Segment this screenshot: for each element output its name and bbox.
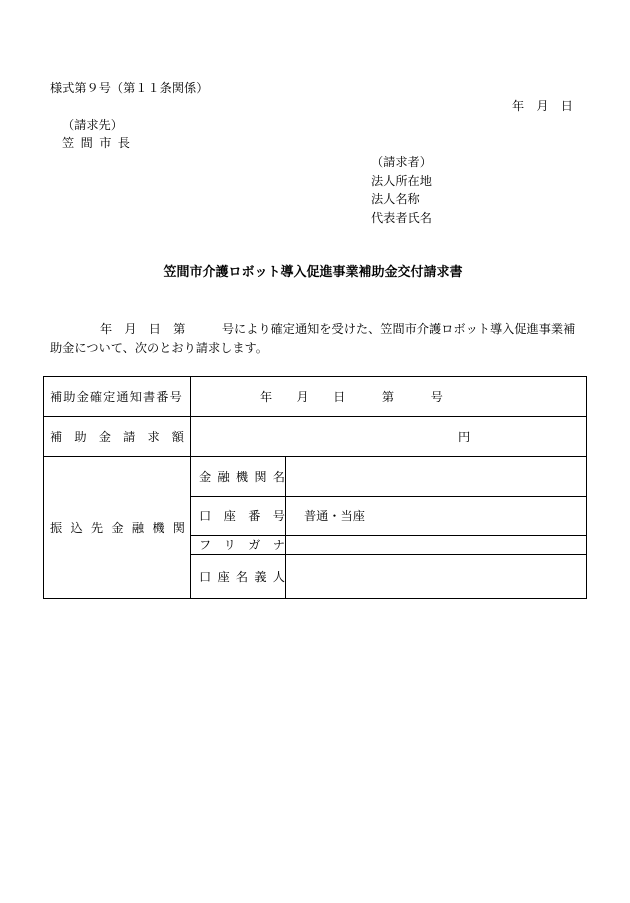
notice-number-value: 年 月 日 第 号 xyxy=(260,389,443,404)
account-type-text: 普通・当座 xyxy=(304,509,365,523)
addressee-name-text: 笠 間 市 長 xyxy=(62,136,130,150)
claimant-representative-label: 代表者氏名 xyxy=(371,211,432,225)
claimant-label: （請求者） xyxy=(371,155,432,169)
furigana-label-cell xyxy=(190,535,286,555)
bank-name-value-cell xyxy=(285,456,587,497)
bank-name-label: 金 融 機 関 名 xyxy=(199,469,285,484)
request-date: 年 月 日 xyxy=(512,99,573,113)
body-text-line-1: 年 月 日 第 号により確定通知を受けた、笠間市介護ロボット導入促進事業補 xyxy=(100,322,576,336)
bank-label: 振 込 先 金 融 機 関 xyxy=(50,520,185,535)
claim-amount-value-cell xyxy=(190,416,587,457)
account-number-label: 口 座 番 号 xyxy=(199,509,285,523)
account-holder-label: 口 座 名 義 人 xyxy=(199,569,285,584)
notice-number-label-cell xyxy=(43,376,191,417)
addressee-name xyxy=(62,135,130,151)
claim-amount-label-cell xyxy=(43,416,191,457)
notice-number-value-cell xyxy=(190,376,587,417)
claimant-corporate-name-label: 法人名称 xyxy=(371,192,420,206)
account-number-label-cell xyxy=(190,496,286,536)
addressee-label: （請求先） xyxy=(62,118,123,132)
claim-table xyxy=(43,376,587,599)
document-title: 笠間市介護ロボット導入促進事業補助金交付請求書 xyxy=(163,265,463,280)
claim-amount-unit: 円 xyxy=(458,429,471,444)
claimant-address-label: 法人所在地 xyxy=(371,174,432,188)
furigana-value-cell xyxy=(285,535,587,555)
bank-label-cell xyxy=(43,456,191,599)
account-number-value-cell xyxy=(285,496,587,536)
account-holder-label-cell xyxy=(190,554,286,599)
bank-name-label-cell xyxy=(190,456,286,497)
notice-number-label: 補助金確定通知書番号 xyxy=(50,389,183,404)
claim-amount-label: 補 助 金 請 求 額 xyxy=(50,429,184,444)
body-text-line-2: 助金について、次のとおり請求します。 xyxy=(50,341,268,355)
account-holder-value-cell xyxy=(285,554,587,599)
form-number: 様式第９号（第１１条関係） xyxy=(50,81,209,95)
furigana-label: フ リ ガ ナ xyxy=(199,538,285,552)
